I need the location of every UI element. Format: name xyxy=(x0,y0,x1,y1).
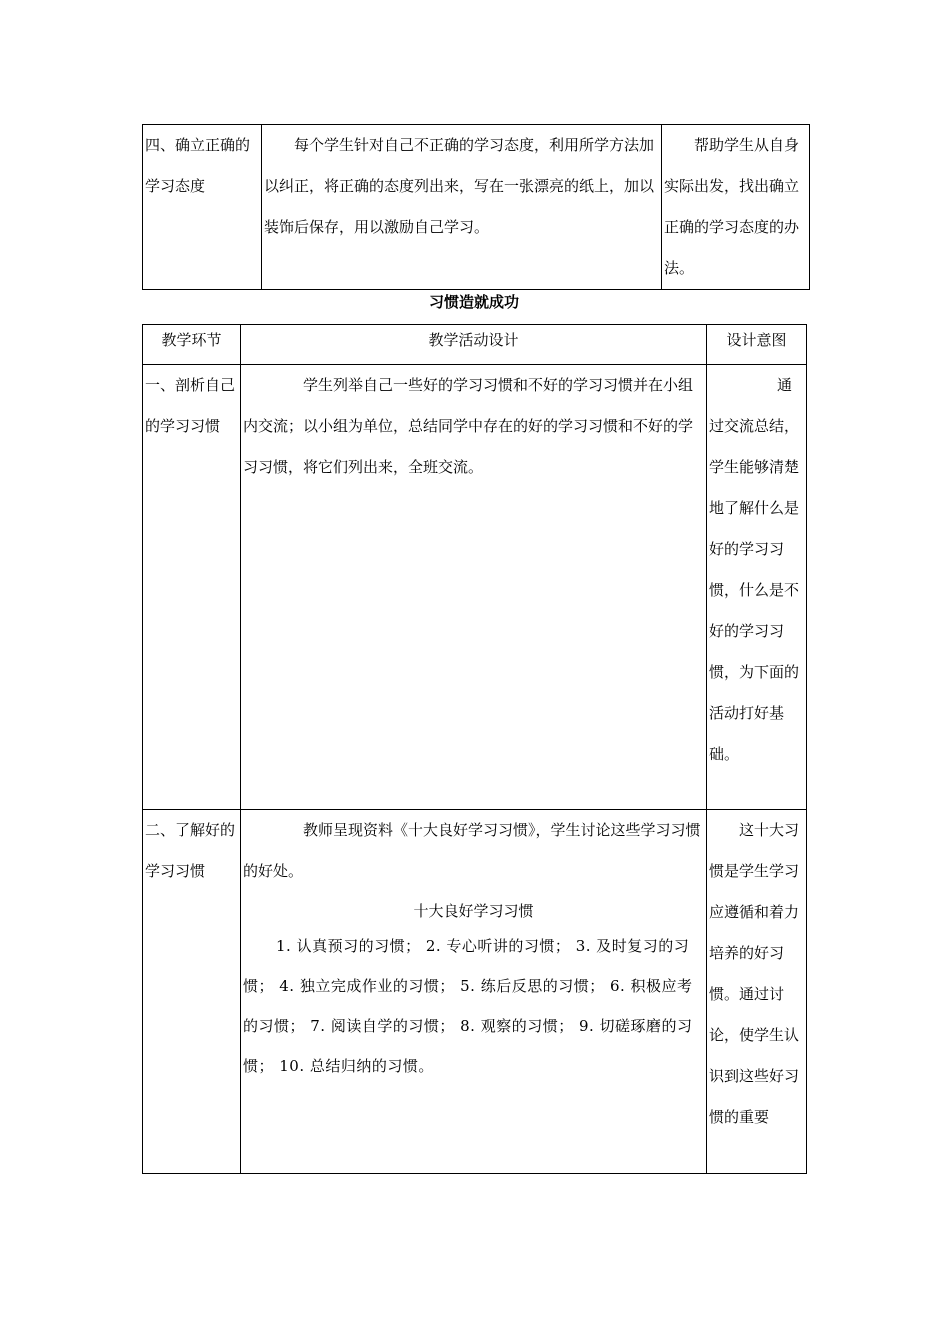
habits-list: 1. 认真预习的习惯； 2. 专心听讲的习惯； 3. 及时复习的习惯； 4. 独立完成作业的习惯； 5. 练后反思的习惯； 6. 积极应考的习惯； 7. 阅读自学的习惯； 8. 观察的习惯； 9. 切磋琢磨的习惯； 10. 总结归纳的习惯。 xyxy=(243,937,693,1075)
table-row xyxy=(143,810,807,1174)
stage-cell xyxy=(143,125,262,290)
intent-cell xyxy=(662,125,810,290)
activity-text: 教师呈现资料《十大良好学习习惯》，学生讨论这些学习习惯的好处。 xyxy=(243,821,701,880)
activity-cell xyxy=(241,810,707,1174)
header-stage: 教学环节 xyxy=(143,325,241,365)
section-title: 习惯造就成功 xyxy=(428,293,519,311)
stage-text: 四、确立正确的学习态度 xyxy=(145,136,251,195)
intent-text: 过交流总结，学生能够清楚地了解什么是好的学习习惯，什么是不好的学习习惯，为下面的活动打好基础。 xyxy=(709,417,800,763)
stage-cell xyxy=(143,810,241,1174)
intent-cell xyxy=(707,365,807,810)
stage-cell xyxy=(143,365,241,810)
activity-cell xyxy=(262,125,662,290)
activity-text: 学生列举自己一些好的学习习惯和不好的学习习惯并在小组内交流；以小组为单位，总结同学中存在的好的学习习惯和不好的学习习惯，将它们列出来，全班交流。 xyxy=(243,376,694,476)
intent-text: 这十大习惯是学生学习应遵循和着力培养的好习惯。通过讨论，使学生认识到这些好习惯的重要 xyxy=(709,821,800,1126)
table-row xyxy=(143,125,810,290)
table-header-row xyxy=(143,325,807,365)
habits-list-title: 十大良好学习习惯 xyxy=(413,902,534,920)
header-intent: 设计意图 xyxy=(707,325,807,365)
stage-text: 二、了解好的学习习惯 xyxy=(145,821,236,880)
table-row xyxy=(143,365,807,810)
intent-text: 帮助学生从自身实际出发，找出确立正确的学习态度的办法。 xyxy=(664,136,800,277)
activity-cell xyxy=(241,365,707,810)
header-activity: 教学活动设计 xyxy=(241,325,707,365)
activity-text: 每个学生针对自己不正确的学习态度，利用所学方法加以纠正，将正确的态度列出来，写在一张漂亮的纸上，加以装饰后保存，用以激励自己学习。 xyxy=(264,136,655,236)
habits-table xyxy=(142,324,807,1174)
attitude-table xyxy=(142,124,810,290)
intent-first-line: 通 xyxy=(776,376,792,394)
intent-cell xyxy=(707,810,807,1174)
stage-text: 一、剖析自己的学习习惯 xyxy=(145,376,236,435)
